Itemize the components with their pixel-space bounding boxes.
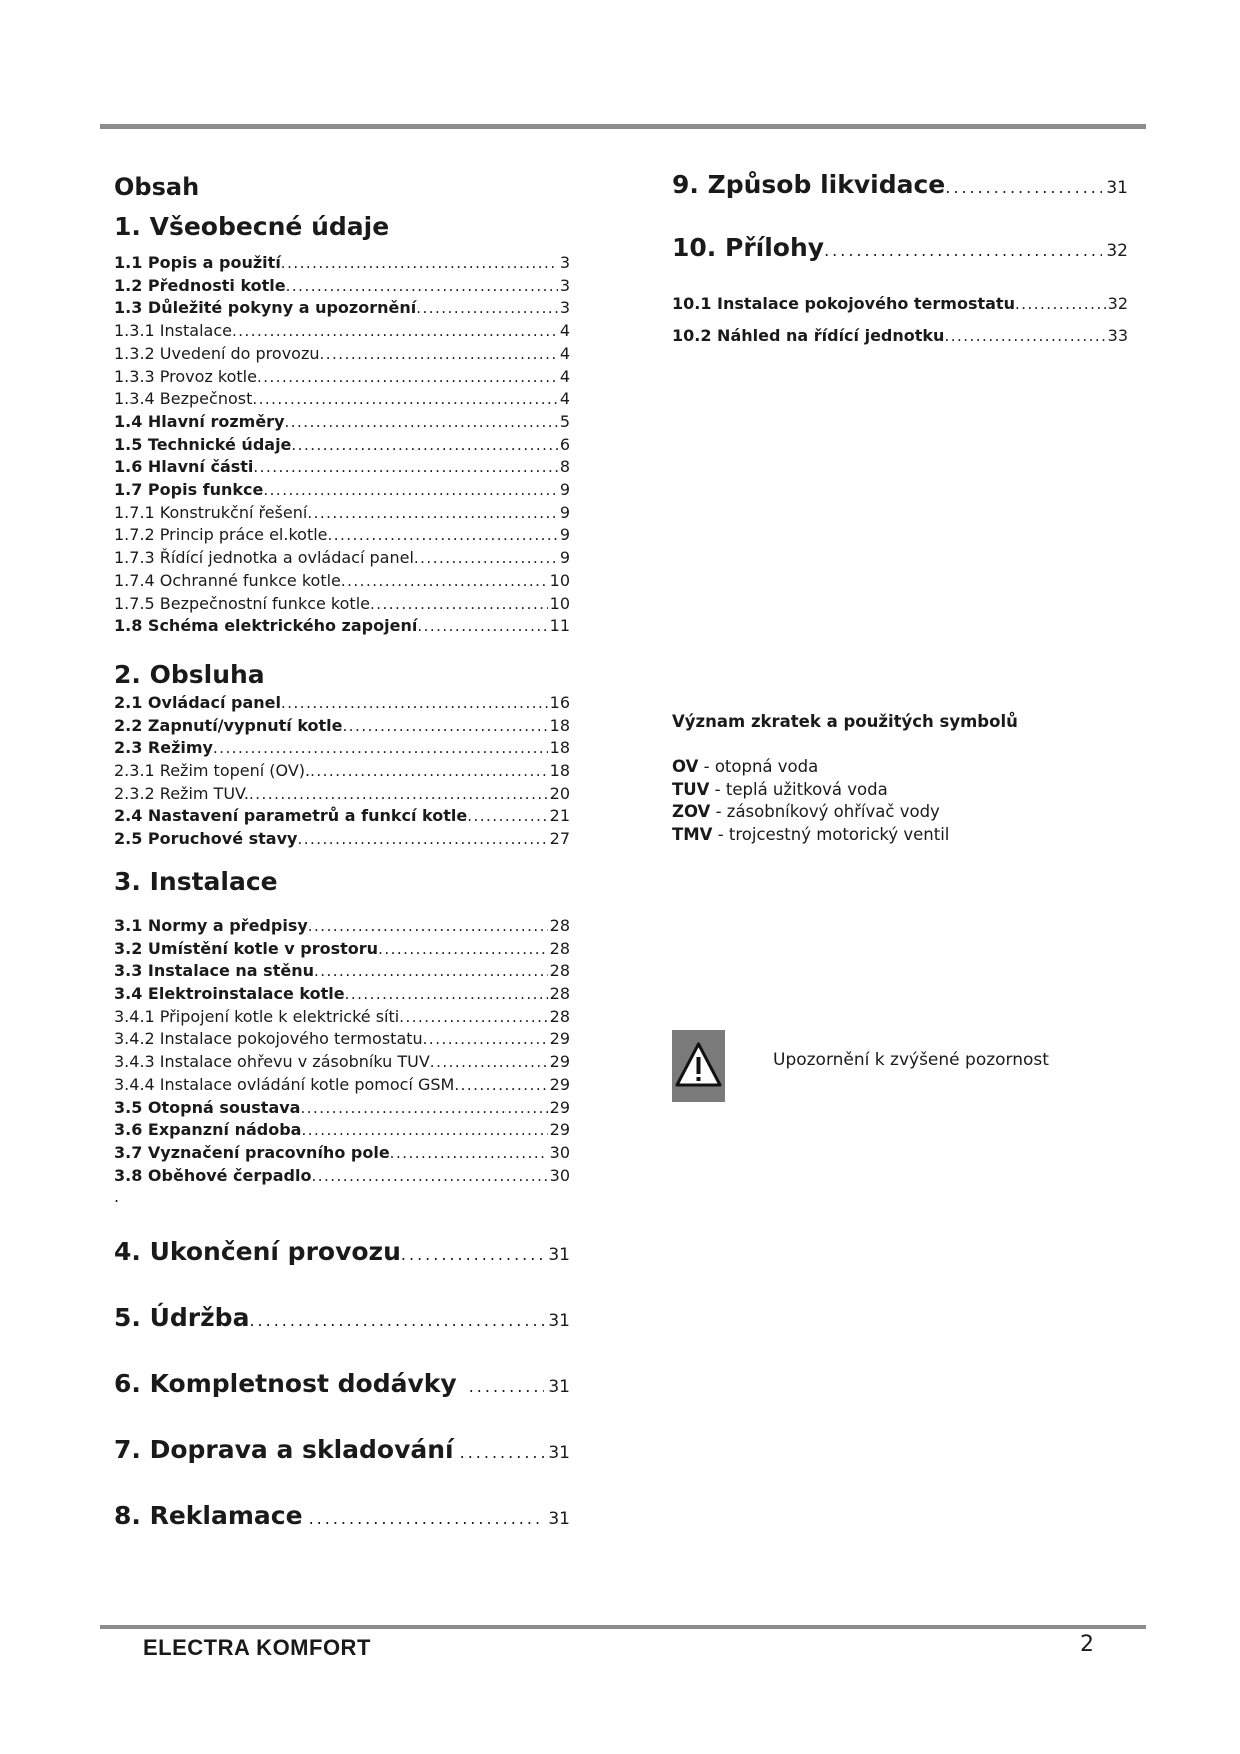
toc-entry-page: 31 xyxy=(548,1509,570,1530)
toc-leader xyxy=(824,241,1102,260)
toc-entry-section-9 xyxy=(672,170,1128,199)
toc-entry-page: 4 xyxy=(559,321,570,341)
legend-row xyxy=(672,779,949,802)
toc-entry-page: 3 xyxy=(559,275,570,295)
toc-entry xyxy=(114,343,570,366)
toc-leader xyxy=(285,411,558,434)
toc-entry-title: 3.4.1 Připojení kotle k elektrické síti xyxy=(114,1006,400,1026)
toc-entry-page: 11 xyxy=(549,616,570,636)
toc-entry xyxy=(114,805,570,828)
legend-abbr: ZOV xyxy=(672,802,711,822)
toc-entry-title: 2.3.1 Režim topení (OV). xyxy=(114,761,311,781)
legend-sep: - xyxy=(710,802,727,822)
toc-leader xyxy=(232,320,558,343)
toc-entry-title: 6. Kompletnost dodávky xyxy=(114,1369,457,1399)
toc-entry-page: 21 xyxy=(549,806,570,826)
toc-entry-title: 3.7 Vyznačení pracovního pole xyxy=(114,1142,390,1162)
toc-entry-title: 1.4 Hlavní rozměry xyxy=(114,411,285,431)
toc-entry xyxy=(114,983,570,1006)
toc-entry xyxy=(114,524,570,547)
toc-entry-page: 5 xyxy=(559,411,570,431)
toc-leader xyxy=(399,1006,547,1029)
toc-entry-section-5 xyxy=(114,1303,570,1332)
toc-leader xyxy=(263,479,557,502)
page-title: Obsah xyxy=(114,173,200,201)
legend-title: Význam zkratek a použitých symbolů xyxy=(672,712,1018,731)
toc-entry-page: 33 xyxy=(1107,326,1128,345)
toc-leader xyxy=(467,805,547,828)
toc-leader xyxy=(345,983,548,1006)
legend-desc: trojcestný motorický ventil xyxy=(728,824,950,844)
toc-entry xyxy=(114,692,570,715)
toc-entry-title: 3.3 Instalace na stěnu xyxy=(114,961,314,981)
toc-entry-page: 31 xyxy=(548,1245,570,1266)
toc-entry xyxy=(114,366,570,389)
toc-entry-title: 3.4.4 Instalace ovládání kotle pomocí GSM xyxy=(114,1074,455,1094)
toc-entry-page: 18 xyxy=(549,715,570,735)
toc-leader xyxy=(945,178,1102,197)
toc-entry xyxy=(114,1165,570,1188)
toc-entry-title: 3.2 Umístění kotle v prostoru xyxy=(114,938,379,958)
toc-entry xyxy=(114,593,570,616)
toc-entry xyxy=(114,1051,570,1074)
toc-entry xyxy=(114,960,570,983)
toc-entry-title: 10.2 Náhled na řídící jednotku xyxy=(672,326,945,345)
toc-entry-title: 2.2 Zapnutí/vypnutí kotle xyxy=(114,715,343,735)
toc-entry-section-6 xyxy=(114,1369,570,1398)
toc-right-column xyxy=(672,170,1128,352)
toc-entry-page: 18 xyxy=(549,738,570,758)
toc-entry-page: 32 xyxy=(1106,241,1128,261)
footer-page-number: 2 xyxy=(1080,1632,1094,1657)
toc-leader xyxy=(249,783,548,806)
toc-leader xyxy=(469,1377,545,1396)
toc-leader xyxy=(454,1074,547,1097)
toc-entry-title: 1.3.2 Uvedení do provozu xyxy=(114,343,320,363)
toc-entry-page: 28 xyxy=(549,1006,570,1026)
toc-entry-title: 5. Údržba xyxy=(114,1303,250,1333)
toc-entry-page: 28 xyxy=(549,961,570,981)
toc-leader xyxy=(328,524,558,547)
trailing-mark: . xyxy=(114,1187,120,1207)
toc-entry-title: 3.1 Normy a předpisy xyxy=(114,915,308,935)
legend-desc: zásobníkový ohřívač vody xyxy=(726,802,940,822)
legend-desc: teplá užitková voda xyxy=(725,779,888,799)
toc-entry xyxy=(114,297,570,320)
toc-entry-page: 31 xyxy=(548,1443,570,1464)
toc-leader xyxy=(430,1051,548,1074)
toc-leader xyxy=(390,1142,548,1165)
toc-leader xyxy=(253,456,557,479)
legend-abbr: TMV xyxy=(672,824,713,844)
toc-leader xyxy=(249,1311,544,1330)
section-1-list xyxy=(114,252,570,638)
toc-leader xyxy=(320,343,558,366)
toc-leader xyxy=(378,938,548,961)
footer-brand: ELECTRA KOMFORT xyxy=(143,1635,371,1660)
toc-entry-page: 3 xyxy=(559,298,570,318)
toc-entry xyxy=(114,320,570,343)
toc-entry xyxy=(114,275,570,298)
toc-entry-title: 1.5 Technické údaje xyxy=(114,434,292,454)
toc-entry-title: 9. Způsob likvidace xyxy=(672,170,946,199)
legend-row xyxy=(672,801,949,824)
toc-leader xyxy=(414,547,558,570)
toc-entry xyxy=(114,783,570,806)
toc-entry-title: 4. Ukončení provozu xyxy=(114,1237,401,1267)
toc-entry-section-4 xyxy=(114,1237,570,1266)
toc-entry-page: 29 xyxy=(549,1097,570,1117)
toc-entry-page: 31 xyxy=(1106,178,1128,198)
toc-leader xyxy=(416,297,558,320)
toc-entry-title: 1.7.4 Ochranné funkce kotle xyxy=(114,570,341,590)
toc-entry-title: 1.3 Důležité pokyny a upozornění xyxy=(114,298,417,318)
toc-entry xyxy=(114,1119,570,1142)
toc-entry xyxy=(114,502,570,525)
legend-sep: - xyxy=(698,757,715,776)
toc-entry xyxy=(114,760,570,783)
toc-entry xyxy=(114,1142,570,1165)
toc-leader xyxy=(401,1245,544,1264)
legend-desc: otopná voda xyxy=(714,757,819,776)
toc-entry xyxy=(114,615,570,638)
toc-leader xyxy=(252,388,557,411)
toc-leader xyxy=(257,366,558,389)
toc-entry-page: 28 xyxy=(549,938,570,958)
toc-entry-title: 8. Reklamace xyxy=(114,1501,303,1531)
toc-entry-title: 3.5 Otopná soustava xyxy=(114,1097,301,1117)
toc-entry-title: 1.3.1 Instalace xyxy=(114,321,232,341)
toc-entry-page: 29 xyxy=(549,1052,570,1072)
section-3-heading: 3. Instalace xyxy=(114,866,278,896)
toc-entry-page: 4 xyxy=(559,366,570,386)
toc-leader xyxy=(314,960,548,983)
toc-entry-section-10 xyxy=(672,233,1128,262)
toc-entry-page: 9 xyxy=(559,525,570,545)
toc-entry-page: 29 xyxy=(549,1074,570,1094)
toc-entry-title: 1.1 Popis a použití xyxy=(114,253,281,272)
legend-list xyxy=(672,756,949,846)
warning-text: Upozornění k zvýšené pozornost xyxy=(773,1050,1049,1070)
toc-entry-section-7 xyxy=(114,1435,570,1464)
toc-leader xyxy=(213,737,548,760)
toc-leader xyxy=(341,570,548,593)
toc-entry xyxy=(114,570,570,593)
toc-entry-page: 31 xyxy=(548,1377,570,1398)
toc-entry-title: 2.1 Ovládací panel xyxy=(114,692,281,712)
toc-entry-page: 9 xyxy=(559,502,570,522)
toc-entry-title: 1.3.3 Provoz kotle xyxy=(114,366,257,386)
toc-entry-title: 1.7.3 Řídící jednotka a ovládací panel xyxy=(114,548,414,568)
toc-entry-page: 31 xyxy=(548,1311,570,1332)
top-rule xyxy=(100,124,1146,129)
toc-entry-title: 1.7 Popis funkce xyxy=(114,480,264,500)
toc-entry-title: 3.8 Oběhové čerpadlo xyxy=(114,1165,312,1185)
toc-entry-title: 3.6 Expanzní nádoba xyxy=(114,1120,302,1140)
toc-entry-page: 16 xyxy=(549,692,570,712)
toc-entry-title: 2.4 Nastavení parametrů a funkcí kotle xyxy=(114,806,468,826)
toc-entry-title: 3.4.2 Instalace pokojového termostatu xyxy=(114,1029,423,1049)
toc-leader xyxy=(301,1119,547,1142)
toc-entry-title: 7. Doprava a skladování xyxy=(114,1435,454,1465)
warning-triangle-icon xyxy=(672,1030,725,1102)
toc-entry-page: 9 xyxy=(559,480,570,500)
toc-entry-title: 3.4.3 Instalace ohřevu v zásobníku TUV xyxy=(114,1052,430,1072)
toc-leader xyxy=(281,692,548,715)
toc-entry xyxy=(114,388,570,411)
legend-row xyxy=(672,756,949,779)
toc-entry-page: 6 xyxy=(559,434,570,454)
toc-entry xyxy=(114,938,570,961)
toc-entry-page: 18 xyxy=(549,761,570,781)
toc-leader xyxy=(944,321,1105,352)
toc-leader xyxy=(286,275,558,298)
toc-entry-page: 10 xyxy=(549,593,570,613)
toc-leader xyxy=(423,1028,548,1051)
toc-entry-page: 10 xyxy=(549,570,570,590)
toc-entry xyxy=(114,252,570,275)
toc-leader xyxy=(281,252,558,275)
toc-left-column xyxy=(114,170,570,1530)
legend-abbr: TUV xyxy=(672,779,710,799)
toc-entry-page: 4 xyxy=(559,389,570,409)
toc-entry-title: 2.5 Poruchové stavy xyxy=(114,829,298,849)
toc-entry-title: 1.8 Schéma elektrického zapojení xyxy=(114,616,418,636)
toc-entry xyxy=(114,828,570,851)
toc-entry xyxy=(114,1028,570,1051)
toc-entry xyxy=(114,547,570,570)
toc-entry xyxy=(114,737,570,760)
toc-entry-title: 2.3.2 Režim TUV. xyxy=(114,783,250,803)
toc-entry-page: 9 xyxy=(559,548,570,568)
toc-entry xyxy=(672,320,1128,352)
toc-entry-title: 1.7.1 Konstrukční řešení xyxy=(114,502,308,522)
toc-entry xyxy=(672,288,1128,320)
toc-leader xyxy=(1015,289,1106,320)
toc-leader xyxy=(417,615,547,638)
toc-leader xyxy=(307,502,557,525)
toc-entry-page: 4 xyxy=(559,343,570,363)
toc-leader xyxy=(343,715,548,738)
toc-entry-page: 3 xyxy=(559,253,570,272)
toc-entry-title: 2.3 Režimy xyxy=(114,738,213,758)
section-3-list xyxy=(114,915,570,1187)
toc-entry-title: 3.4 Elektroinstalace kotle xyxy=(114,983,345,1003)
toc-entry-page: 27 xyxy=(549,829,570,849)
toc-entry-title: 1.2 Přednosti kotle xyxy=(114,275,286,295)
toc-entry-page: 29 xyxy=(549,1120,570,1140)
toc-leader xyxy=(310,760,548,783)
section-2-heading: 2. Obsluha xyxy=(114,659,265,689)
toc-entry-page: 8 xyxy=(559,457,570,477)
toc-entry xyxy=(114,1097,570,1120)
toc-leader xyxy=(309,1509,545,1528)
legend-row xyxy=(672,824,949,847)
toc-entry-page: 28 xyxy=(549,915,570,935)
toc-leader xyxy=(460,1443,545,1462)
toc-entry xyxy=(114,915,570,938)
toc-leader xyxy=(308,915,548,938)
toc-leader xyxy=(297,828,547,851)
toc-leader xyxy=(291,434,557,457)
toc-entry xyxy=(114,1074,570,1097)
toc-leader xyxy=(311,1165,547,1188)
toc-entry-title: 1.6 Hlavní části xyxy=(114,457,254,477)
toc-entry-page: 20 xyxy=(549,783,570,803)
bottom-rule xyxy=(100,1625,1146,1629)
toc-entry-title: 1.3.4 Bezpečnost xyxy=(114,389,253,409)
legend-abbr: OV xyxy=(672,757,699,776)
toc-entry-page: 32 xyxy=(1107,294,1128,313)
section-1-heading: 1. Všeobecné údaje xyxy=(114,212,390,241)
toc-entry-title: 1.7.2 Princip práce el.kotle xyxy=(114,525,328,545)
section-2-list xyxy=(114,692,570,851)
toc-entry xyxy=(114,411,570,434)
toc-entry-page: 30 xyxy=(549,1165,570,1185)
legend-sep: - xyxy=(712,824,729,844)
toc-entry xyxy=(114,1006,570,1029)
toc-leader xyxy=(300,1097,547,1120)
toc-entry xyxy=(114,479,570,502)
toc-leader xyxy=(370,593,548,616)
toc-entry-title: 10. Přílohy xyxy=(672,233,825,262)
toc-entry-page: 28 xyxy=(549,983,570,1003)
toc-entry xyxy=(114,434,570,457)
toc-entry-page: 29 xyxy=(549,1029,570,1049)
toc-entry-page: 30 xyxy=(549,1142,570,1162)
toc-entry-section-8 xyxy=(114,1501,570,1530)
section-10-list xyxy=(672,288,1128,352)
toc-entry-title: 1.7.5 Bezpečnostní funkce kotle xyxy=(114,593,370,613)
toc-entry xyxy=(114,715,570,738)
toc-entry-title: 10.1 Instalace pokojového termostatu xyxy=(672,294,1015,313)
legend-sep: - xyxy=(709,779,726,799)
toc-entry xyxy=(114,456,570,479)
